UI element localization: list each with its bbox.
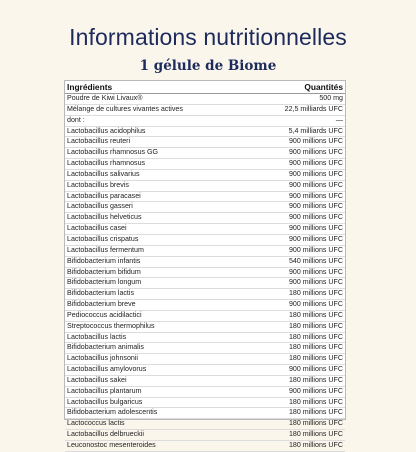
ingredient-name: Lactobacillus rhamnosus GG xyxy=(65,148,239,159)
ingredient-name: Lactobacillus plantarum xyxy=(65,386,239,397)
table-row xyxy=(65,180,345,191)
table-row xyxy=(65,94,345,105)
nutrition-table xyxy=(64,80,346,449)
ingredient-name: Leuconostoc mesenteroides xyxy=(65,441,239,452)
table-row xyxy=(65,419,345,430)
ingredient-name: Bifidobacterium bifidum xyxy=(65,267,239,278)
ingredient-quantity: 180 millions UFC xyxy=(239,419,345,430)
ingredient-quantity: 180 millions UFC xyxy=(239,397,345,408)
ingredient-name: Bifidobacterium longum xyxy=(65,278,239,289)
ingredient-quantity: 180 millions UFC xyxy=(239,310,345,321)
ingredient-quantity: 900 millions UFC xyxy=(239,267,345,278)
ingredient-name: Lactobacillus johnsonii xyxy=(65,354,239,365)
ingredient-name: Bifidobacterium infantis xyxy=(65,256,239,267)
column-header-ingredients: Ingrédients xyxy=(65,81,239,94)
ingredient-name: Lactobacillus helveticus xyxy=(65,213,239,224)
table-row xyxy=(65,386,345,397)
table-row xyxy=(65,365,345,376)
table-row xyxy=(65,289,345,300)
table-row xyxy=(65,408,345,419)
table-row xyxy=(65,169,345,180)
ingredient-name: Bifidobacterium breve xyxy=(65,300,239,311)
ingredient-quantity: 900 millions UFC xyxy=(239,202,345,213)
table-row xyxy=(65,213,345,224)
ingredient-name: Lactobacillus crispatus xyxy=(65,234,239,245)
ingredient-quantity: 900 millions UFC xyxy=(239,245,345,256)
ingredient-name: Streptococcus thermophilus xyxy=(65,321,239,332)
table-row xyxy=(65,104,345,115)
ingredient-name: Lactobacillus brevis xyxy=(65,180,239,191)
ingredient-quantity: 900 millions UFC xyxy=(239,148,345,159)
ingredient-name: Lactobacillus fermentum xyxy=(65,245,239,256)
table-row xyxy=(65,256,345,267)
ingredient-quantity: 500 mg xyxy=(239,94,345,105)
table-row xyxy=(65,267,345,278)
ingredient-name: Lactobacillus salivarius xyxy=(65,169,239,180)
table-row xyxy=(65,245,345,256)
table-row xyxy=(65,234,345,245)
ingredient-quantity: 900 millions UFC xyxy=(239,365,345,376)
ingredient-name: dont : xyxy=(65,115,239,126)
ingredient-quantity: 180 millions UFC xyxy=(239,354,345,365)
ingredient-name: Lactobacillus acidophilus xyxy=(65,126,239,137)
ingredient-name: Bifidobacterium lactis xyxy=(65,289,239,300)
table-row xyxy=(65,375,345,386)
table-row xyxy=(65,278,345,289)
ingredient-quantity: 180 millions UFC xyxy=(239,408,345,419)
ingredient-quantity: 900 millions UFC xyxy=(239,159,345,170)
ingredient-quantity: 900 millions UFC xyxy=(239,300,345,311)
table-row xyxy=(65,115,345,126)
ingredient-quantity: 180 millions UFC xyxy=(239,375,345,386)
ingredient-name: Lactobacillus rhamnosus xyxy=(65,159,239,170)
table-row xyxy=(65,354,345,365)
ingredient-name: Lactobacillus paracasei xyxy=(65,191,239,202)
ingredient-quantity: 900 millions UFC xyxy=(239,137,345,148)
table-body xyxy=(65,94,345,452)
ingredient-name: Mélange de cultures vivantes actives xyxy=(65,104,239,115)
table-row xyxy=(65,300,345,311)
ingredient-quantity: 900 millions UFC xyxy=(239,213,345,224)
product-subtitle: 1 gélule de Biome xyxy=(139,58,277,74)
table-row xyxy=(65,310,345,321)
table-header-row xyxy=(65,81,345,94)
ingredient-name: Lactobacillus delbrueckii xyxy=(65,430,239,441)
ingredient-quantity: 180 millions UFC xyxy=(239,321,345,332)
ingredient-quantity: 180 millions UFC xyxy=(239,441,345,452)
ingredient-quantity: 900 millions UFC xyxy=(239,234,345,245)
page-title: Informations nutritionnelles xyxy=(69,24,347,50)
ingredient-quantity: 900 millions UFC xyxy=(239,191,345,202)
ingredient-name: Lactobacillus reuteri xyxy=(65,137,239,148)
ingredient-quantity: 900 millions UFC xyxy=(239,169,345,180)
ingredient-quantity: — xyxy=(239,115,345,126)
ingredient-name: Lactobacillus casei xyxy=(65,224,239,235)
table-row xyxy=(65,441,345,452)
ingredient-name: Lactobacillus gasseri xyxy=(65,202,239,213)
ingredient-name: Poudre de Kiwi Livaux® xyxy=(65,94,239,105)
ingredient-name: Lactobacillus bulgaricus xyxy=(65,397,239,408)
table-row xyxy=(65,332,345,343)
ingredient-quantity: 900 millions UFC xyxy=(239,278,345,289)
table-row xyxy=(65,202,345,213)
column-header-quantities: Quantités xyxy=(239,81,345,94)
ingredients-table xyxy=(65,81,345,452)
ingredient-name: Lactobacillus sakei xyxy=(65,375,239,386)
table-row xyxy=(65,430,345,441)
ingredient-name: Lactococcus lactis xyxy=(65,419,239,430)
ingredient-quantity: 900 millions UFC xyxy=(239,224,345,235)
table-row xyxy=(65,148,345,159)
ingredient-name: Lactobacillus amylovorus xyxy=(65,365,239,376)
ingredient-name: Pediococcus acidilactici xyxy=(65,310,239,321)
table-row xyxy=(65,343,345,354)
ingredient-quantity: 22,5 milliards UFC xyxy=(239,104,345,115)
ingredient-quantity: 900 millions UFC xyxy=(239,180,345,191)
ingredient-name: Lactobacillus lactis xyxy=(65,332,239,343)
ingredient-name: Bifidobacterium adolescentis xyxy=(65,408,239,419)
ingredient-quantity: 540 millions UFC xyxy=(239,256,345,267)
table-row xyxy=(65,137,345,148)
ingredient-name: Bifidobacterium animalis xyxy=(65,343,239,354)
ingredient-quantity: 180 millions UFC xyxy=(239,332,345,343)
table-row xyxy=(65,159,345,170)
table-row xyxy=(65,321,345,332)
ingredient-quantity: 180 millions UFC xyxy=(239,343,345,354)
ingredient-quantity: 900 millions UFC xyxy=(239,386,345,397)
ingredient-quantity: 180 millions UFC xyxy=(239,430,345,441)
ingredient-quantity: 5,4 milliards UFC xyxy=(239,126,345,137)
table-row xyxy=(65,224,345,235)
ingredient-quantity: 180 millions UFC xyxy=(239,289,345,300)
table-row xyxy=(65,397,345,408)
table-row xyxy=(65,191,345,202)
table-row xyxy=(65,126,345,137)
